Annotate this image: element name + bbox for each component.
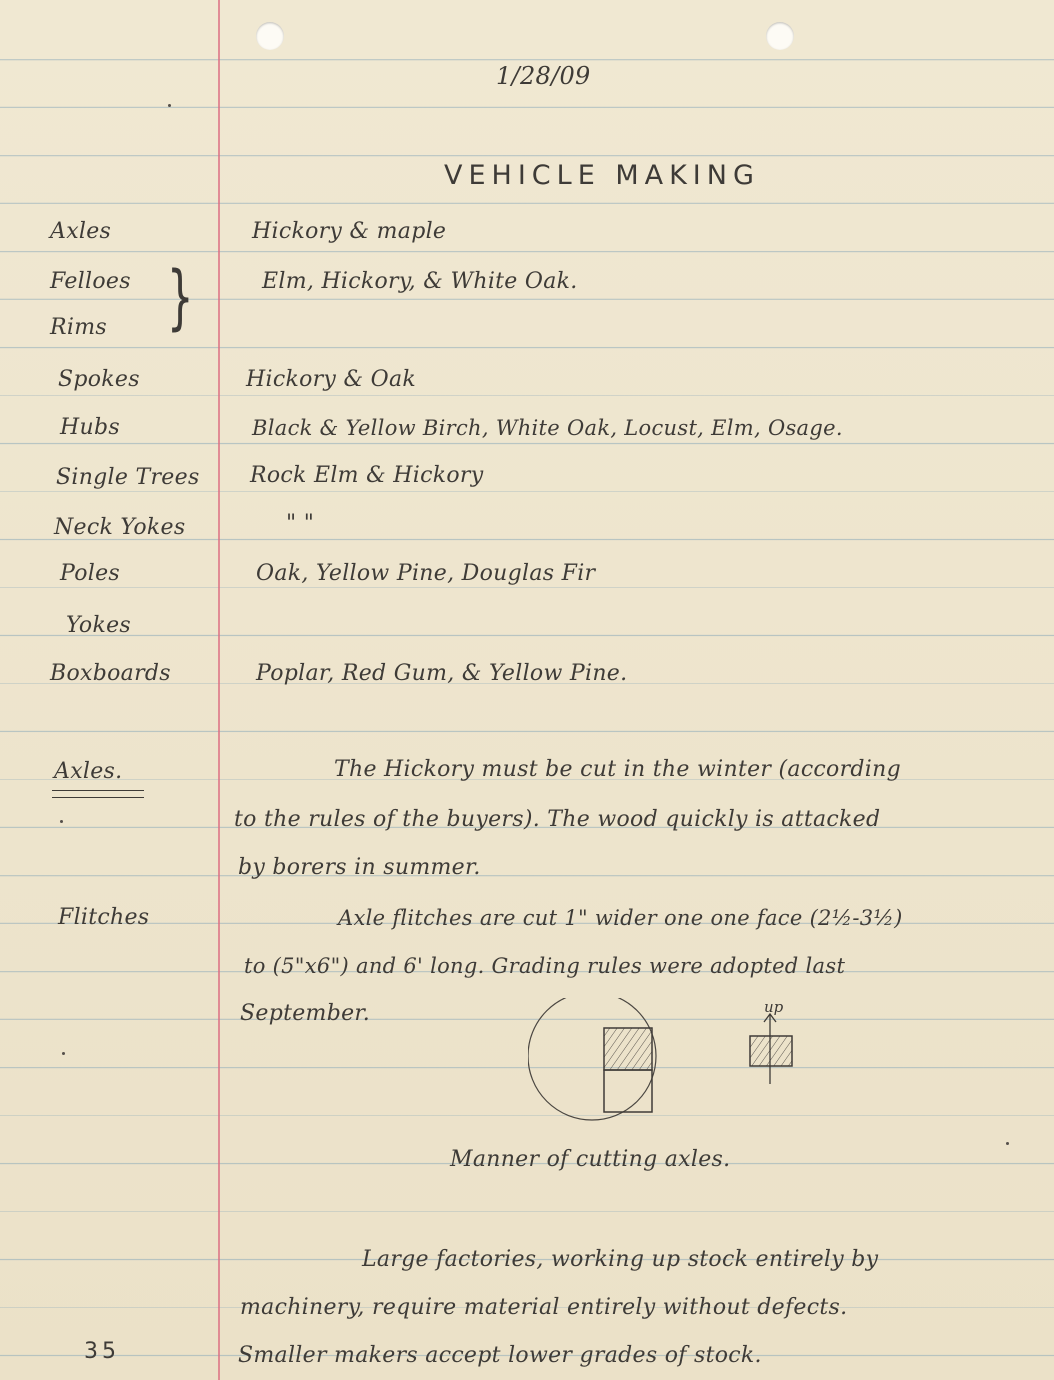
paragraph-line: by borers in summer. [238,855,481,880]
ink-speck [60,820,63,823]
sketch-caption: Manner of cutting axles. [450,1147,731,1172]
paragraph-line: Large factories, working up stock entirely by [362,1247,879,1272]
part-label: Poles [60,561,121,586]
page-number: 35 [84,1339,120,1364]
wood-species: Hickory & maple [252,219,447,244]
part-label: Spokes [58,367,140,392]
part-label: Single Trees [56,465,200,490]
heading-double-underline [52,790,144,798]
punch-hole-right [766,22,794,50]
wood-species: Rock Elm & Hickory [250,463,484,488]
axle-cutting-sketch [528,998,808,1128]
wood-species: Black & Yellow Birch, White Oak, Locust, Elm, Osage. [252,416,843,440]
wood-species: Oak, Yellow Pine, Douglas Fir [256,561,596,586]
margin-line [218,0,220,1380]
part-label: Rims [50,315,107,340]
paragraph-line: machinery, require material entirely without defects. [240,1295,848,1320]
ink-speck [168,104,171,107]
page-title: VEHICLE MAKING [444,160,760,191]
paragraph-line: Axle flitches are cut 1" wider one one face (2½-3½) [338,906,903,930]
part-label: Boxboards [50,661,171,686]
page-date: 1/28/09 [496,62,591,90]
ink-speck [62,1052,65,1055]
part-label: Axles [50,219,112,244]
paragraph-line: to the rules of the buyers). The wood quickly is attacked [234,807,881,832]
punch-hole-left [256,22,284,50]
part-label: Felloes [50,269,131,294]
upper-flitch [604,1028,652,1070]
lower-flitch [604,1070,652,1112]
wood-species: " " [286,511,315,536]
paragraph-line: Smaller makers accept lower grades of stock. [238,1343,762,1368]
paragraph-line: The Hickory must be cut in the winter (according [334,757,901,782]
flitch-section [750,1036,792,1066]
up-label: up [764,998,784,1016]
wood-species: Poplar, Red Gum, & Yellow Pine. [256,661,628,686]
wood-species: Elm, Hickory, & White Oak. [262,269,578,294]
part-label: Neck Yokes [54,515,186,540]
paragraph-line: to (5"x6") and 6' long. Grading rules were adopted last [244,954,846,978]
part-label: Yokes [66,613,131,638]
section-heading-flitches: Flitches [58,905,150,930]
part-label: Hubs [60,415,120,440]
ink-speck [1006,1142,1009,1145]
paragraph-line: September. [240,1001,371,1026]
grouping-brace: } [166,256,194,338]
section-heading-axles: Axles. [54,759,123,784]
wood-species: Hickory & Oak [246,367,417,392]
